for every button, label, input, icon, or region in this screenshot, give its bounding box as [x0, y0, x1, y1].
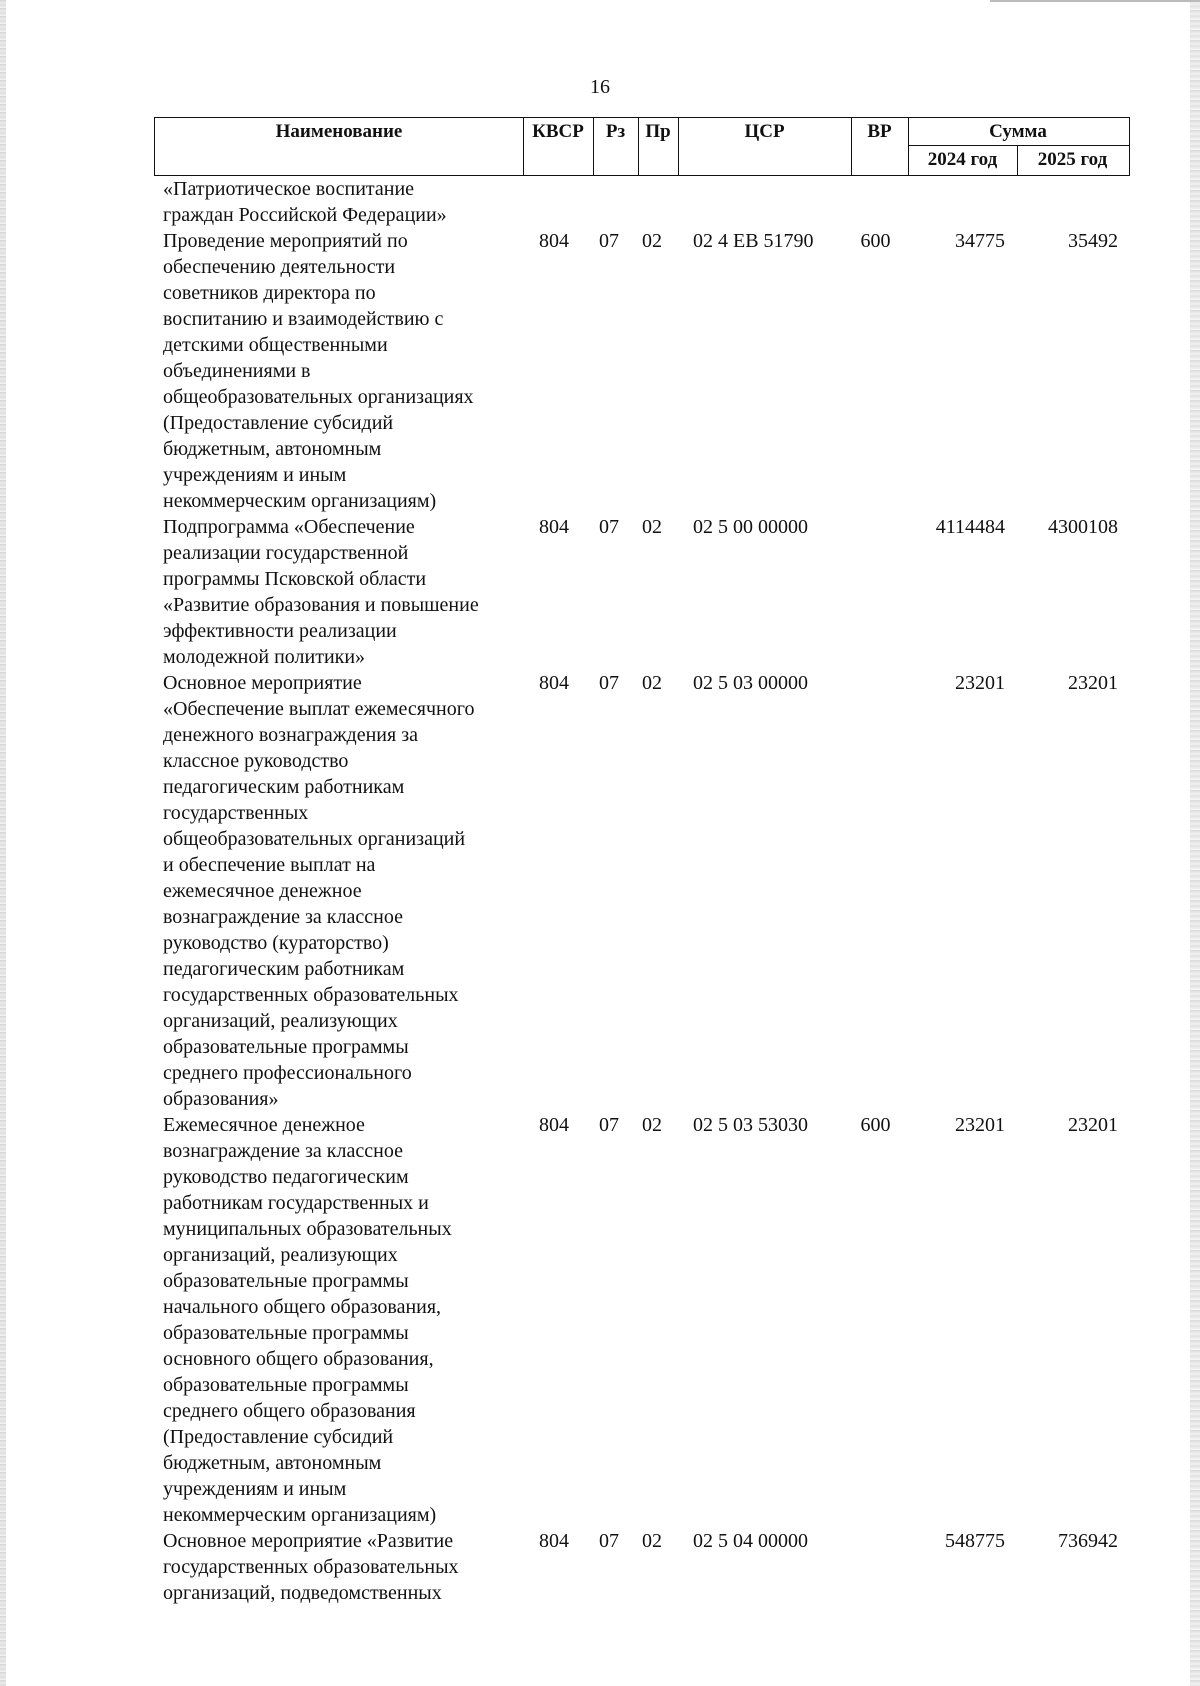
cell-name: [163, 670, 523, 1112]
name-line: вознаграждение за классное: [163, 906, 403, 928]
name-line: образовательные программы: [163, 1374, 409, 1396]
name-line: муниципальных образовательных: [163, 1218, 452, 1240]
name-line: эффективности реализации: [163, 620, 397, 642]
name-line: советников директора по: [163, 282, 376, 304]
name-line: Основное мероприятие: [163, 672, 362, 694]
header-sum: Сумма: [989, 121, 1047, 142]
cell-csr: 02 4 EB 51790: [693, 230, 814, 252]
name-line: общеобразовательных организаций: [163, 828, 466, 850]
cell-sum-2024: 23201: [955, 672, 1005, 694]
name-line: (Предоставление субсидий: [163, 1426, 394, 1448]
name-line: руководство педагогическим: [163, 1166, 409, 1188]
header-name: Наименование: [275, 121, 403, 142]
name-line: Ежемесячное денежное: [163, 1114, 365, 1136]
cell-sum-2025: 23201: [1068, 672, 1118, 694]
page-number: 16: [590, 76, 610, 98]
cell-rz: 07: [599, 1114, 619, 1136]
cell-sum-2024: 4114484: [935, 516, 1005, 538]
name-line: граждан Российской Федерации»: [163, 204, 447, 226]
cell-csr: 02 5 03 00000: [693, 672, 808, 694]
name-line: основного общего образования,: [163, 1348, 434, 1370]
name-line: образовательные программы: [163, 1322, 409, 1344]
table-header: [154, 117, 1130, 176]
header-kvsr: КВСР: [532, 121, 584, 142]
header-vr: ВР: [867, 121, 892, 142]
cell-name: [163, 514, 523, 670]
cell-sum-2024: 548775: [945, 1530, 1005, 1552]
cell-rz: 07: [599, 230, 619, 252]
name-line: учреждениям и иным: [163, 464, 347, 486]
header-pr: Пр: [645, 121, 671, 142]
cell-sum-2025: 736942: [1058, 1530, 1118, 1552]
name-line: программы Псковской области: [163, 568, 427, 590]
header-csr: ЦСР: [744, 121, 785, 142]
header-divider: [908, 145, 1129, 146]
cell-sum-2025: 4300108: [1048, 516, 1118, 538]
cell-rz: 07: [599, 672, 619, 694]
header-year-2025: 2025 год: [1037, 149, 1108, 170]
name-line: «Патриотическое воспитание: [163, 178, 415, 200]
cell-pr: 02: [642, 230, 662, 252]
cell-name: [163, 1112, 523, 1528]
name-line: молодежной политики»: [163, 646, 366, 668]
cell-rz: 07: [599, 1530, 619, 1552]
name-line: общеобразовательных организациях: [163, 386, 474, 408]
name-line: реализации государственной: [163, 542, 409, 564]
name-line: учреждениям и иным: [163, 1478, 347, 1500]
cell-vr: 600: [860, 1114, 891, 1136]
cell-csr: 02 5 04 00000: [693, 1530, 808, 1552]
name-line: денежного вознаграждения за: [163, 724, 418, 746]
name-line: объединениями в: [163, 360, 311, 382]
cell-csr: 02 5 03 53030: [693, 1114, 808, 1136]
name-line: педагогическим работникам: [163, 958, 405, 980]
header-year-2024: 2024 год: [927, 149, 998, 170]
cell-kvsr: 804: [539, 1530, 569, 1552]
cell-kvsr: 804: [539, 230, 569, 252]
name-line: Проведение мероприятий по: [163, 230, 408, 252]
name-line: руководство (кураторство): [163, 932, 389, 954]
name-line: классное руководство: [163, 750, 349, 772]
cell-sum-2024: 34775: [955, 230, 1005, 252]
cell-csr: 02 5 00 00000: [693, 516, 808, 538]
cell-sum-2025: 35492: [1068, 230, 1118, 252]
name-line: Подпрограмма «Обеспечение: [163, 516, 415, 538]
name-line: начального общего образования,: [163, 1296, 442, 1318]
name-line: обеспечению деятельности: [163, 256, 396, 278]
name-line: образовательные программы: [163, 1270, 409, 1292]
name-line: организаций, подведомственных: [163, 1582, 442, 1604]
name-line: работникам государственных и: [163, 1192, 429, 1214]
cell-rz: 07: [599, 516, 619, 538]
cell-name: [163, 1528, 523, 1606]
scan-edge-top: [990, 0, 1200, 2]
cell-sum-2025: 23201: [1068, 1114, 1118, 1136]
name-line: организаций, реализующих: [163, 1244, 398, 1266]
cell-kvsr: 804: [539, 672, 569, 694]
name-line: и обеспечение выплат на: [163, 854, 376, 876]
name-line: бюджетным, автономным: [163, 438, 382, 460]
cell-sum-2024: 23201: [955, 1114, 1005, 1136]
cell-kvsr: 804: [539, 516, 569, 538]
name-line: государственных: [163, 802, 309, 824]
name-line: «Развитие образования и повышение: [163, 594, 479, 616]
cell-pr: 02: [642, 1114, 662, 1136]
name-line: некоммерческим организациям): [163, 1504, 437, 1526]
cell-name: [163, 176, 523, 228]
name-line: государственных образовательных: [163, 984, 459, 1006]
name-line: бюджетным, автономным: [163, 1452, 382, 1474]
name-line: детскими общественными: [163, 334, 388, 356]
name-line: образовательные программы: [163, 1036, 409, 1058]
scan-edge-left: [0, 0, 6, 1686]
cell-pr: 02: [642, 516, 662, 538]
name-line: «Обеспечение выплат ежемесячного: [163, 698, 475, 720]
name-line: образования»: [163, 1088, 279, 1110]
name-line: организаций, реализующих: [163, 1010, 398, 1032]
name-line: государственных образовательных: [163, 1556, 459, 1578]
cell-vr: 600: [860, 230, 891, 252]
name-line: педагогическим работникам: [163, 776, 405, 798]
name-line: среднего профессионального: [163, 1062, 412, 1084]
cell-name: [163, 228, 523, 514]
cell-pr: 02: [642, 672, 662, 694]
name-line: среднего общего образования: [163, 1400, 416, 1422]
name-line: Основное мероприятие «Развитие: [163, 1530, 454, 1552]
name-line: некоммерческим организациям): [163, 490, 437, 512]
name-line: ежемесячное денежное: [163, 880, 362, 902]
name-line: воспитанию и взаимодействию с: [163, 308, 444, 330]
scan-edge-right: [1190, 0, 1200, 1686]
name-line: вознаграждение за классное: [163, 1140, 403, 1162]
name-line: (Предоставление субсидий: [163, 412, 394, 434]
cell-kvsr: 804: [539, 1114, 569, 1136]
header-rz: Рз: [605, 121, 626, 142]
cell-pr: 02: [642, 1530, 662, 1552]
